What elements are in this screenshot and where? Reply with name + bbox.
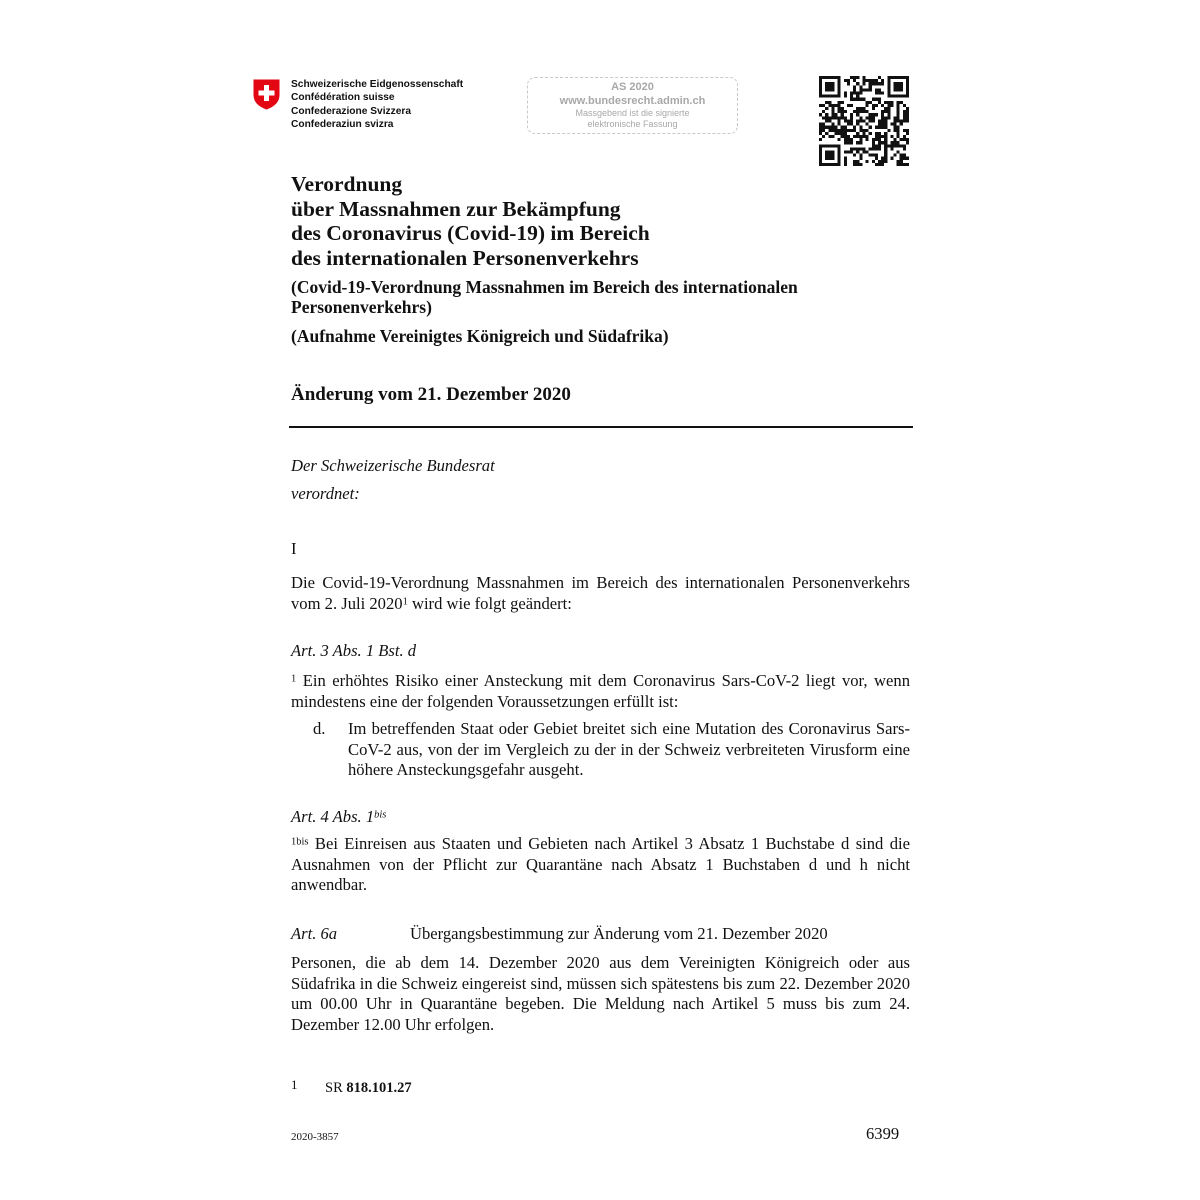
- art4-heading-sup: bis: [374, 809, 387, 821]
- intro-text-end: wird wie folgt geändert:: [407, 593, 572, 613]
- title-line-3: des Coronavirus (Covid-19) im Bereich: [291, 221, 650, 245]
- confederation-line-fr: Confédération suisse: [291, 92, 395, 104]
- title-line-2: über Massnahmen zur Bekämpfung: [291, 196, 621, 221]
- art3-heading: Art. 3 Abs. 1 Bst. d: [291, 641, 417, 660]
- stamp-collection: AS 2020: [611, 81, 654, 93]
- art3-item-text: Im betreffenden Staat oder Gebiet breitet sich eine Mutation des Coronavirus Sars-CoV-2 aus, von der im Vergleich zu der in der Schweiz verbreiteten Virusform eine höhere Ansteckungsgefahr ausgeht.: [348, 719, 910, 779]
- stamp-note-2: elektronische Fassung: [587, 119, 678, 129]
- footnote-reference[interactable]: 1: [402, 595, 408, 607]
- footnote-number: 1: [291, 1077, 298, 1092]
- confederation-line-rm: Confederaziun svizra: [291, 119, 394, 131]
- confederation-line-de: Schweizerische Eidgenossenschaft: [291, 79, 464, 90]
- decree-verb: verordnet:: [291, 484, 360, 503]
- section-number: I: [291, 539, 297, 558]
- art3-text: Ein erhöhtes Risiko einer Ansteckung mit dem Coronavirus Sars-CoV-2 liegt vor, wenn mindestens eine der folgenden Voraussetzungen erfüllt ist:: [291, 671, 910, 711]
- footnote-prefix: SR: [325, 1080, 347, 1096]
- confederation-line-it: Confederazione Svizzera: [291, 105, 412, 117]
- art4-heading: [291, 807, 386, 828]
- title-line-1: Verordnung: [291, 172, 403, 196]
- footnote-text: [325, 1080, 412, 1097]
- art6a-title: Übergangsbestimmung zur Änderung vom 21. Dezember 2020: [410, 924, 828, 943]
- page-number: 6399: [866, 1124, 900, 1143]
- art4-paragraph: [291, 834, 910, 896]
- amendment-date: Änderung vom 21. Dezember 2020: [291, 384, 571, 405]
- official-publication-stamp: [527, 77, 738, 134]
- intro-text: Die Covid-19-Verordnung Massnahmen im Bereich des internationalen Personenverkehrs vom 2. Juli 2020: [291, 573, 910, 613]
- stamp-url[interactable]: www.bundesrecht.admin.ch: [559, 95, 706, 107]
- art4-text: Bei Einreisen aus Staaten und Gebieten nach Artikel 3 Absatz 1 Buchstabe d sind die Ausnahmen von der Pflicht zur Quarantäne nach Absatz 1 Buchstaben d und h nicht anwendbar.: [291, 834, 910, 894]
- amendment-subject: (Aufnahme Vereinigtes Königreich und Südafrika): [291, 326, 669, 346]
- art4-heading-text: Art. 4 Abs. 1: [291, 807, 375, 826]
- issuer: Der Schweizerische Bundesrat: [291, 456, 495, 475]
- qr-code-icon: [819, 76, 909, 166]
- footnote-sr-number: 818.101.27: [346, 1080, 412, 1096]
- title-divider: [289, 426, 913, 428]
- document-title: [291, 172, 650, 270]
- document-number: 2020-3857: [291, 1131, 339, 1143]
- art6a-label: Art. 6a: [291, 924, 338, 943]
- confederation-name: [291, 78, 463, 132]
- art3-para-number: 1: [291, 673, 297, 685]
- art3-paragraph: [291, 671, 910, 712]
- art3-item-letter: d.: [313, 719, 326, 738]
- swiss-cross-shield-icon: [253, 79, 280, 110]
- art6a-paragraph: Personen, die ab dem 14. Dezember 2020 aus dem Vereinigten Königreich oder aus Südafrika in die Schweiz eingereist sind, müssen sich spätestens bis zum 22. Dezember 2020 um 00.00 Uhr in Quarantäne begeben. Die Meldung nach Artikel 5 muss bis zum 24. Dezember 12.00 Uhr erfolgen.: [291, 953, 910, 1034]
- art4-para-number: 1bis: [291, 836, 309, 848]
- short-title: (Covid-19-Verordnung Massnahmen im Bereich des internationalen Personenverkehrs): [291, 277, 798, 317]
- title-line-4: des internationalen Personenverkehrs: [291, 245, 639, 270]
- stamp-note-1: Massgebend ist die signierte: [575, 108, 690, 118]
- intro-paragraph: [291, 573, 910, 614]
